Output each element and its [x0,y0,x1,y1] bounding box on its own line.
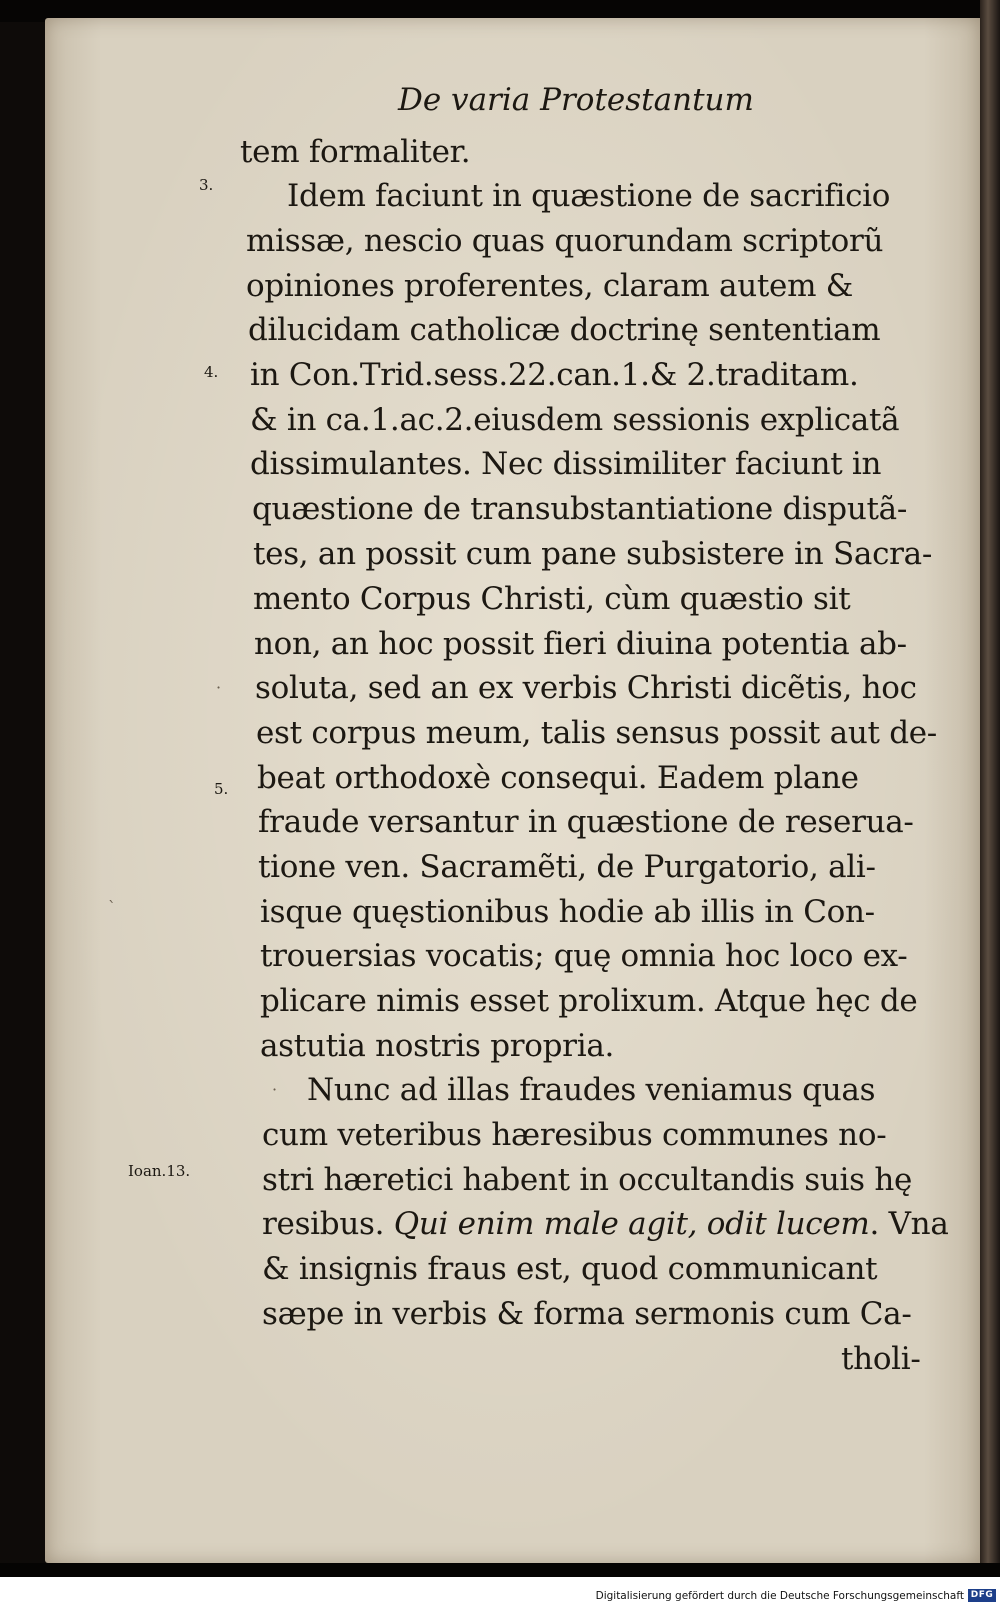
text-line: beat orthodoxè consequi. Eadem plane [257,760,859,796]
text-line: stri hæretici habent in occultandis suis hę [262,1162,913,1198]
text-line: astutia nostris propria. [260,1028,615,1064]
text-line: Nunc ad illas fraudes veniamus quas [307,1072,876,1108]
text-segment: . Vna [869,1206,949,1242]
text-line: in Con.Trid.sess.22.can.1.& 2.traditam. [250,357,859,393]
text-line: mento Corpus Christi, cùm quæstio sit [253,581,851,617]
margin-note-number: 3. [199,176,214,194]
ink-speck: ˋ [108,898,116,917]
running-header: De varia Protestantum [398,82,754,118]
text-line: plicare nimis esset prolixum. Atque hęc de [260,983,918,1019]
text-line: missæ, nescio quas quorundam scriptorũ [246,223,884,259]
scan-bottom-border [0,1563,1000,1577]
text-line: dissimulantes. Nec dissimiliter faciunt in [250,446,882,482]
text-line: cum veteribus hæresibus communes no- [262,1117,887,1153]
text-line: dilucidam catholicæ doctrinę sententiam [248,312,881,348]
text-line: tem formaliter. [240,134,471,170]
text-line: non, an hoc possit fieri diuina potentia ab- [254,626,907,662]
text-line: tes, an possit cum pane subsistere in Sacra- [253,536,933,572]
text-line: est corpus meum, talis sensus possit aut de- [256,715,937,751]
text-line: fraude versantur in quæstione de reserua- [258,804,914,840]
catchword: tholi- [841,1341,921,1377]
book-edge [980,0,1000,1565]
text-line: Idem faciunt in quæstione de sacrificio [287,178,891,214]
text-line: quæstione de transubstantiatione disputã- [252,491,908,527]
margin-note-number: 5. [214,780,229,798]
text-line: & insignis fraus est, quod communicant [262,1251,878,1287]
text-line: opiniones proferentes, claram autem & [246,268,854,304]
dfg-logo-icon: DFG [968,1589,996,1602]
margin-note-number: 4. [204,363,219,381]
text-line [262,1204,949,1244]
digitization-credit: Digitalisierung gefördert durch die Deutsche Forschungsgemeinschaft [595,1590,964,1602]
text-line: sæpe in verbis & forma sermonis cum Ca- [262,1296,912,1332]
scripture-quote: Qui enim male agit, odit lucem [393,1206,870,1242]
text-line: tione ven. Sacramẽti, de Purgatorio, ali- [258,849,876,885]
text-line: & in ca.1.ac.2.eiusdem sessionis explicatã [250,402,900,438]
text-line: soluta, sed an ex verbis Christi dicẽtis, hoc [255,670,917,706]
ink-speck: · [216,678,222,697]
text-line: trouersias vocatis; quę omnia hoc loco ex- [260,938,908,974]
text-line: isque quęstionibus hodie ab illis in Con- [260,894,875,930]
text-segment: resibus. [262,1206,394,1242]
margin-note-reference: Ioan.13. [128,1162,191,1180]
ink-speck: · [272,1080,278,1099]
